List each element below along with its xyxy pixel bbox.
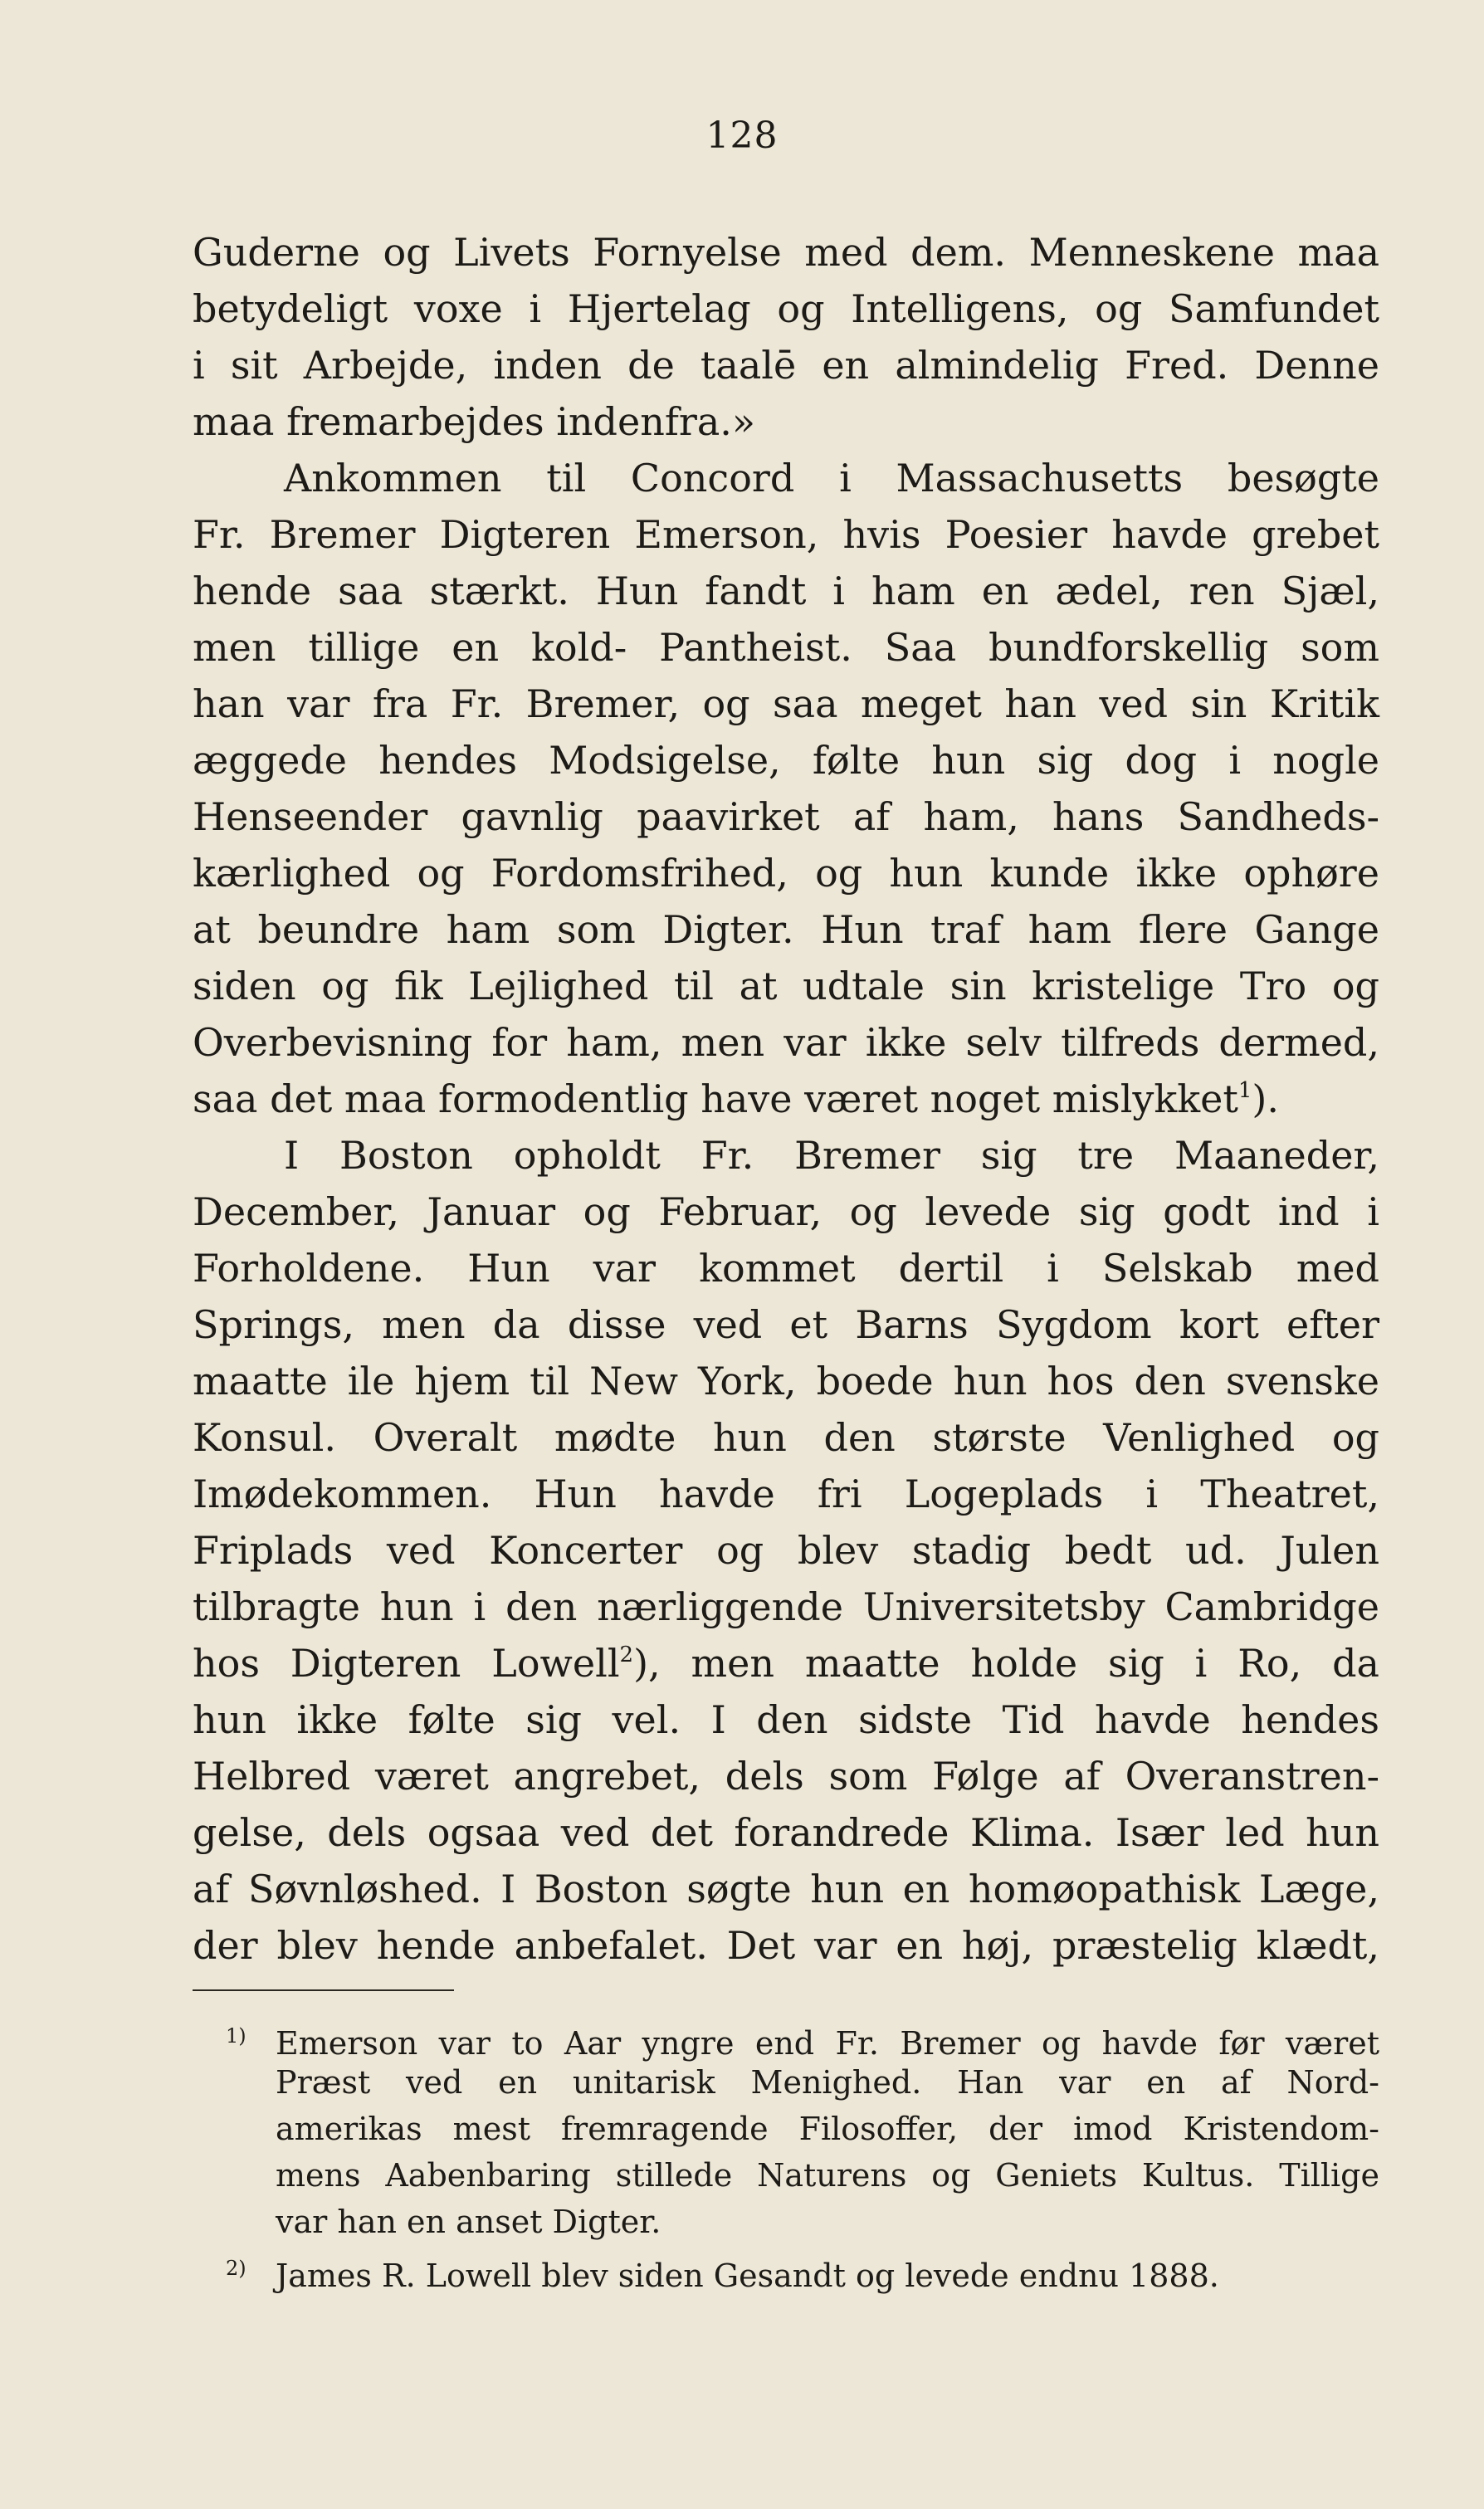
text-line: Fr. Bremer Digteren Emerson, hvis Poesier havde grebet [193,512,1379,557]
text-line: Konsul. Overalt mødte hun den største Venlighed og [193,1415,1379,1460]
text-line: han var fra Fr. Bremer, og saa meget han ved sin Kritik [193,681,1379,726]
footnote-line: Præst ved en unitarisk Menighed. Han var en af Nord- [276,2064,1379,2101]
text-line: kærlighed og Fordomsfrihed, og hun kunde ikke ophøre [193,851,1379,896]
text-line: i sit Arbejde, inden de taalē en almindelig Fred. Denne [193,343,1379,388]
text-line: hende saa stærkt. Hun fandt i ham en ædel, ren Sjæl, [193,569,1379,613]
page-number: 128 [705,115,779,157]
text-segment: ). [1252,1076,1279,1121]
text-line: I Boston opholdt Fr. Bremer sig tre Maaneder, [284,1133,1379,1178]
text-line: Helbred været angrebet, dels som Følge af Overanstren- [193,1754,1379,1799]
text-line: maatte ile hjem til New York, boede hun hos den svenske [193,1359,1379,1403]
text-segment: saa det maa formodentlig have været noget mislykket [193,1076,1238,1121]
text-line: Guderne og Livets Fornyelse med dem. Menneskene maa [193,230,1379,275]
footnote-marker: 1) [226,2024,247,2048]
text-line: Overbevisning for ham, men var ikke selv tilfreds dermed, [193,1020,1379,1065]
text-line: Imødekommen. Hun havde fri Logeplads i Theatret, [193,1472,1379,1516]
text-line: at beundre ham som Digter. Hun traf ham flere Gange [193,907,1379,952]
body-text [193,224,1379,1974]
footnote-line: amerikas mest fremragende Filosoffer, der imod Kristendom- [276,2111,1379,2147]
text-line: Henseender gavnlig paavirket af ham, hans Sandheds- [193,794,1379,839]
text-line: maa fremarbejdes indenfra.» [193,399,756,444]
text-line: betydeligt voxe i Hjertelag og Intelligens, og Samfundet [193,286,1379,331]
text-line: Springs, men da disse ved et Barns Sygdom kort efter [193,1302,1379,1347]
text-segment: hos Digteren Lowell [193,1641,620,1686]
text-line: December, Januar og Februar, og levede sig godt ind i [193,1189,1379,1234]
text-line [193,1071,1379,1127]
text-line: æggede hendes Modsigelse, følte hun sig dog i nogle [193,738,1379,783]
footnote-line: mens Aabenbaring stillede Naturens og Geniets Kultus. Tillige [276,2157,1379,2194]
footnotes [193,2013,1379,2292]
text-line: Friplads ved Koncerter og blev stadig bedt ud. Julen [193,1528,1379,1573]
footnote-text: Emerson var to Aar yngre end Fr. Bremer og havde før været [276,2025,1379,2062]
text-line: tilbragte hun i den nærliggende Universitetsby Cambridge [193,1584,1379,1629]
footnote-marker: 2) [226,2257,247,2280]
text-line: hun ikke følte sig vel. I den sidste Tid havde hendes [193,1697,1379,1742]
text-line: gelse, dels ogsaa ved det forandrede Klima. Især led hun [193,1810,1379,1855]
footnote-line [193,2245,1379,2292]
text-line: men tillige en kold- Pantheist. Saa bundforskellig som [193,625,1379,670]
footnote-line [193,2013,1379,2062]
text-line: Forholdene. Hun var kommet dertil i Selskab med [193,1246,1379,1291]
text-segment: ), men maatte holde sig i Ro, da [633,1641,1379,1686]
text-line: der blev hende anbefalet. Det var en høj, præstelig klædt, [193,1923,1379,1968]
text-line: af Søvnløshed. I Boston søgte hun en homøopathisk Læge, [193,1867,1379,1911]
footnote-ref: 1 [1237,1078,1252,1103]
text-line: siden og fik Lejlighed til at udtale sin kristelige Tro og [193,964,1379,1008]
text-line: Ankommen til Concord i Massachusetts besøgte [284,456,1379,500]
text-line [193,1635,1379,1691]
footnote-text: James R. Lowell blev siden Gesandt og levede endnu 1888. [276,2258,1219,2294]
footnote-divider [193,1989,454,1991]
footnote-line: var han en anset Digter. [276,2204,661,2240]
footnote-ref: 2 [619,1643,634,1667]
